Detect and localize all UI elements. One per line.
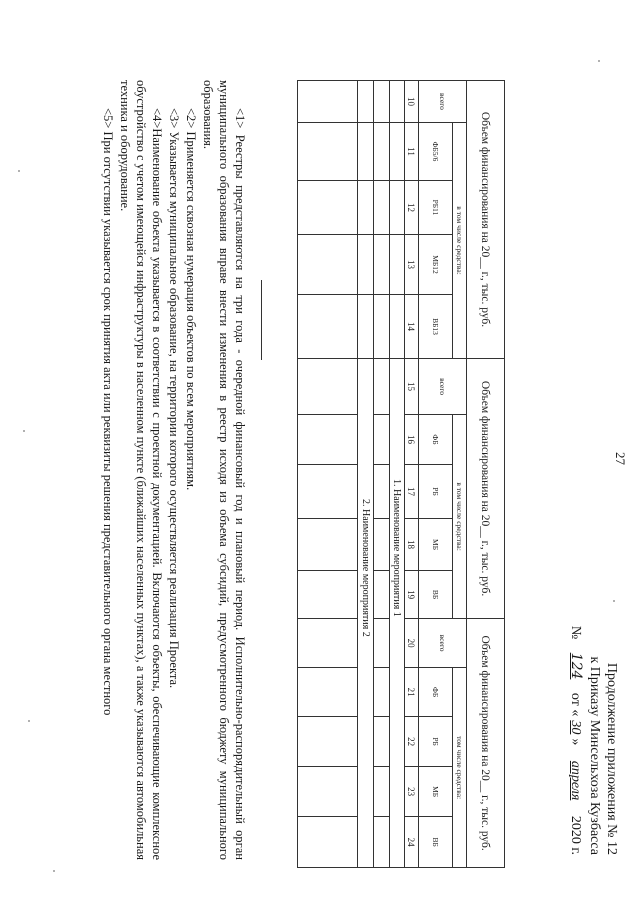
col-number: 20 xyxy=(405,619,419,668)
scan-speck xyxy=(613,600,615,602)
col-number: 11 xyxy=(405,123,419,181)
col-number: 16 xyxy=(405,415,419,465)
table-cell xyxy=(298,668,358,717)
table-cell xyxy=(298,295,358,359)
table-cell xyxy=(358,123,374,181)
scan-speck xyxy=(23,430,25,432)
order-day: 30 xyxy=(568,720,583,735)
g2-rb-header: РБ xyxy=(419,465,453,519)
financing-table xyxy=(297,80,505,868)
order-month: апреля xyxy=(568,760,583,801)
g1-vb-header: ВБ13 xyxy=(419,295,453,359)
event-1-row: 1. Наименование мероприятия 1 xyxy=(390,359,405,868)
col-number: 18 xyxy=(405,519,419,571)
table-cell xyxy=(298,465,358,519)
scan-speck xyxy=(28,720,30,722)
g1-mb-header: МБ12 xyxy=(419,235,453,295)
order-year: 2020 г. xyxy=(568,815,583,855)
footnote-2: <2> Применяется сквозная нумерация объектов по всем мероприятиям. xyxy=(184,108,198,491)
group-3-incl-header: том числе средства: xyxy=(453,668,467,868)
page-number: 27 xyxy=(613,452,628,465)
table-cell xyxy=(298,519,358,571)
table-cell xyxy=(374,817,390,868)
group-3-title: Объем финансирования на 20__ г., тыс. руб. xyxy=(467,619,505,868)
order-from: от « xyxy=(568,692,583,717)
table-cell xyxy=(298,717,358,767)
table-cell xyxy=(390,81,405,123)
table-cell xyxy=(298,817,358,868)
group-3-total-header: всего xyxy=(419,619,467,668)
g1-fb-header: ФБ5/6 xyxy=(419,123,453,181)
table-cell xyxy=(374,235,390,295)
g2-mb-header: МБ xyxy=(419,519,453,571)
event-2-row: 2. Наименование мероприятия 2 xyxy=(358,359,374,868)
col-number: 21 xyxy=(405,668,419,717)
table-cell xyxy=(374,359,390,415)
table-cell xyxy=(390,235,405,295)
col-number: 14 xyxy=(405,295,419,359)
table-cell xyxy=(298,123,358,181)
header-line-2: к Приказу Минсельхоза Кузбасса xyxy=(587,656,602,855)
table-cell xyxy=(374,465,390,519)
group-1-title: Объем финансирования на 20__ г., тыс. руб. xyxy=(467,81,505,359)
col-number: 17 xyxy=(405,465,419,519)
table-cell xyxy=(374,717,390,767)
table-cell xyxy=(358,81,374,123)
order-number: 124 xyxy=(568,652,584,680)
g2-fb-header: ФБ xyxy=(419,415,453,465)
table-cell xyxy=(374,415,390,465)
table-cell xyxy=(374,123,390,181)
g3-mb-header: МБ xyxy=(419,767,453,817)
group-2-incl-header: в том числе средства: xyxy=(453,415,467,619)
g3-vb-header: ВБ xyxy=(419,817,453,868)
scan-speck xyxy=(53,870,55,872)
col-number: 13 xyxy=(405,235,419,295)
col-number: 19 xyxy=(405,571,419,619)
footnote-5: <5> При отсутствии указывается срок принятия акта или реквизиты решения представительного органа местного xyxy=(101,108,115,716)
scan-speck xyxy=(598,60,600,62)
table-cell xyxy=(374,81,390,123)
scan-speck xyxy=(18,170,20,172)
col-number: 23 xyxy=(405,767,419,817)
g1-rb-header: РБ11 xyxy=(419,181,453,235)
footnote-4: <4>Наименование объекта указывается в соответствии с проектной документацией. Включаются объекты, обеспечивающие комплексное обустройство с учетом имеющейся инфраструктуры в населенном пункте (ближайших населенных пунктах), а также указываются автомобильная техника и оборудование. xyxy=(118,80,164,860)
group-2-title: Объем финансирования на 20__ г., тыс. руб. xyxy=(467,359,505,619)
header-line-3 xyxy=(567,626,584,855)
table-cell xyxy=(298,619,358,668)
table-cell xyxy=(374,619,390,668)
table-cell xyxy=(374,295,390,359)
table-cell xyxy=(298,181,358,235)
table-cell xyxy=(298,235,358,295)
table-cell xyxy=(374,181,390,235)
col-number: 10 xyxy=(405,81,419,123)
table-cell xyxy=(358,181,374,235)
table-cell xyxy=(298,359,358,415)
col-number: 12 xyxy=(405,181,419,235)
table-cell xyxy=(298,767,358,817)
group-2-total-header: всего xyxy=(419,359,467,415)
table-cell xyxy=(374,519,390,571)
table-cell xyxy=(374,767,390,817)
table-cell xyxy=(298,81,358,123)
col-number: 22 xyxy=(405,717,419,767)
table-cell xyxy=(390,123,405,181)
table-cell xyxy=(390,181,405,235)
table-cell xyxy=(374,571,390,619)
table-cell xyxy=(298,415,358,465)
col-number: 15 xyxy=(405,359,419,415)
g2-vb-header: ВБ xyxy=(419,571,453,619)
order-mid: » xyxy=(568,738,583,746)
table-cell xyxy=(374,668,390,717)
table-cell xyxy=(358,235,374,295)
footnote-1: <1> Реестры представляются на три года - очередной финансовый год и плановый период. Исполнительно-распорядительный орган муниципального образования вправе внести изменения в реестр исходя из объема субсидий, предусмотренного бюджету муниципального образования. xyxy=(201,80,247,860)
group-1-incl-header: в том числе средства: xyxy=(453,123,467,359)
col-number: 24 xyxy=(405,817,419,868)
group-1-total-header: всего xyxy=(419,81,467,123)
table-cell xyxy=(358,295,374,359)
g3-rb-header: РБ xyxy=(419,717,453,767)
g3-fb-header: ФБ xyxy=(419,668,453,717)
order-number-prefix: № xyxy=(568,625,583,640)
table-cell xyxy=(298,571,358,619)
table-cell xyxy=(390,295,405,359)
footnote-3: <3> Указывается муниципальное образование, на территории которого осуществляется реализация Проекта. xyxy=(167,108,181,689)
footnote-separator xyxy=(261,280,262,360)
header-line-1: Продолжение приложения № 12 xyxy=(604,662,619,855)
